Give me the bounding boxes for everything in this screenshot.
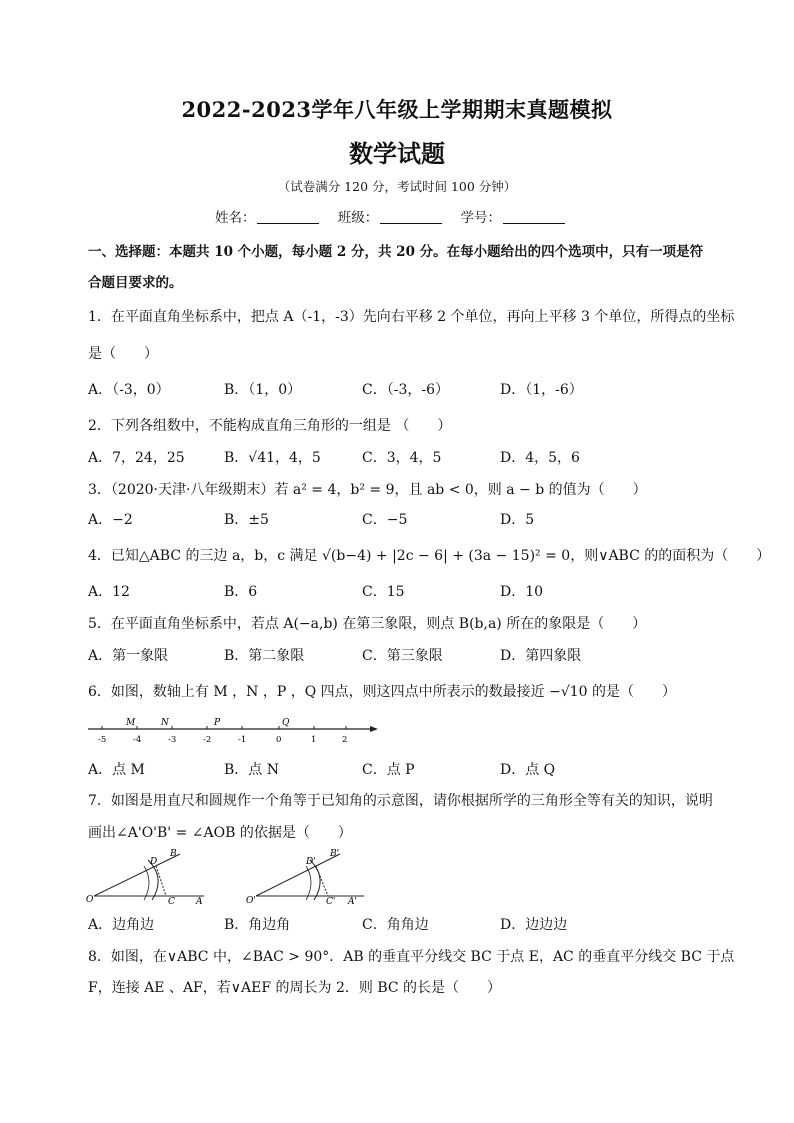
point-label-m: M [126, 718, 136, 728]
q6-option-d[interactable]: D．点 Q [500, 762, 556, 778]
tick-label-neg4: -4 [133, 735, 142, 745]
q7-text-line2: 画出∠A'O'B' = ∠AOB 的依据是（ ） [88, 825, 352, 841]
q2-option-c[interactable]: C．3，4，5 [362, 450, 442, 466]
tick-label-2: 2 [342, 735, 348, 745]
angle-figure-original [84, 846, 214, 904]
q3-option-d[interactable]: D．5 [500, 512, 535, 528]
q4-option-d[interactable]: D．10 [500, 584, 544, 600]
q5-option-d[interactable]: D．第四象限 [500, 648, 582, 664]
page-subtitle: 数学试题 [349, 139, 445, 168]
angle-figure-copy [244, 846, 374, 904]
number-blank[interactable] [503, 210, 565, 224]
q2-option-d[interactable]: D．4，5，6 [500, 450, 580, 466]
q4-option-a[interactable]: A．12 [88, 584, 130, 600]
exam-note: （试卷满分 120 分，考试时间 100 分钟） [277, 179, 517, 194]
q2-option-b[interactable]: B．√41，4，5 [224, 450, 321, 466]
fig1-label-a: A [196, 897, 203, 904]
q7-option-a[interactable]: A．边角边 [88, 917, 155, 933]
point-label-n: N [161, 718, 169, 728]
tick-label-neg2: -2 [203, 735, 212, 745]
fig2-label-a: A' [348, 897, 357, 904]
section-heading-line1: 一、选择题：本题共 10 个小题，每小题 2 分，共 20 分。在每小题给出的四个选项中，只有一项是符 [88, 244, 704, 260]
q6-option-a[interactable]: A．点 M [88, 762, 145, 778]
q1-text-line2: 是（ ） [88, 346, 158, 362]
q4-option-c[interactable]: C．15 [362, 584, 405, 600]
q6-text: 6．如图，数轴上有 M ，N ，P ，Q 四点，则这四点中所表示的数最接近 −√10 的是（ ） [88, 684, 677, 700]
q3-option-b[interactable]: B．±5 [224, 512, 269, 528]
q8-text-line2: F，连接 AE 、AF，若∨AEF 的周长为 2．则 BC 的长是（ ） [88, 980, 502, 996]
q2-option-a[interactable]: A．7，24，25 [88, 450, 185, 466]
q7-option-b[interactable]: B．角边角 [224, 917, 291, 933]
q4-text: 4．已知△ABC 的三边 a，b，c 满足 √(b−4) + |2c − 6| + (3a − 15)² = 0，则∨ABC 的的面积为（ ） [88, 548, 771, 564]
class-blank[interactable] [380, 210, 442, 224]
section-heading-line2: 合题目要求的。 [88, 275, 183, 291]
q1-option-a[interactable]: A．（-3，0） [88, 382, 170, 398]
q1-option-b[interactable]: B．（1，0） [224, 382, 302, 398]
page-title: 2022-2023学年八年级上学期期末真题模拟 [181, 97, 613, 122]
point-label-q: Q [282, 718, 290, 728]
q8-text-line1: 8．如图，在∨ABC 中，∠BAC > 90°．AB 的垂直平分线交 BC 于点 E，AC 的垂直平分线交 BC 于点 [88, 949, 735, 965]
q3-option-c[interactable]: C．−5 [362, 512, 408, 528]
q3-text: 3．（2020·天津·八年级期末）若 a² = 4，b² = 9，且 ab < 0，则 a − b 的值为（ ） [88, 482, 647, 498]
q2-text: 2．下列各组数中，不能构成直角三角形的一组是 （ ） [88, 418, 452, 434]
q7-option-c[interactable]: C．角角边 [362, 917, 429, 933]
q7-option-d[interactable]: D．边边边 [500, 917, 568, 933]
fig2-label-b: B' [330, 849, 340, 859]
q4-option-b[interactable]: B．6 [224, 584, 258, 600]
name-label: 姓名： [214, 210, 256, 226]
q5-option-c[interactable]: C．第三象限 [362, 648, 443, 664]
fig2-label-c: C' [326, 897, 336, 904]
tick-label-neg1: -1 [238, 735, 247, 745]
q3-option-a[interactable]: A．−2 [88, 512, 133, 528]
tick-label-1: 1 [311, 735, 317, 745]
number-label: 学号： [460, 210, 502, 226]
fig1-label-d: D [150, 857, 158, 867]
q6-option-b[interactable]: B．点 N [224, 762, 279, 778]
q7-text-line1: 7．如图是用直尺和圆规作一个角等于已知角的示意图，请你根据所学的三角形全等有关的知识，说明 [88, 793, 713, 809]
number-line-figure [86, 714, 386, 746]
q5-option-a[interactable]: A．第一象限 [88, 648, 169, 664]
tick-label-0: 0 [276, 735, 282, 745]
class-label: 班级： [337, 210, 379, 226]
name-blank[interactable] [257, 210, 319, 224]
fig1-label-b: B [170, 849, 177, 859]
q1-option-d[interactable]: D．（1，-6） [500, 382, 583, 398]
q1-text-line1: 1．在平面直角坐标系中，把点 A（-1，-3）先向右平移 2 个单位，再向上平移 3 个单位，所得点的坐标 [88, 309, 735, 325]
fig2-label-o: O' [246, 896, 256, 904]
tick-label-neg3: -3 [168, 735, 177, 745]
q1-option-c[interactable]: C．（-3，-6） [362, 382, 449, 398]
fig1-label-o: O [86, 895, 94, 904]
q6-option-c[interactable]: C．点 P [362, 762, 415, 778]
q5-option-b[interactable]: B．第二象限 [224, 648, 305, 664]
number-line-arrow-icon [370, 726, 378, 732]
tick-label-neg5: -5 [98, 735, 107, 745]
fig1-label-c: C [168, 897, 175, 904]
point-label-p: P [214, 718, 221, 728]
student-info [0, 206, 794, 226]
q5-text: 5．在平面直角坐标系中，若点 A(−a,b) 在第三象限，则点 B(b,a) 所在的象限是（ ） [88, 616, 647, 632]
fig2-label-d: D' [306, 857, 316, 867]
